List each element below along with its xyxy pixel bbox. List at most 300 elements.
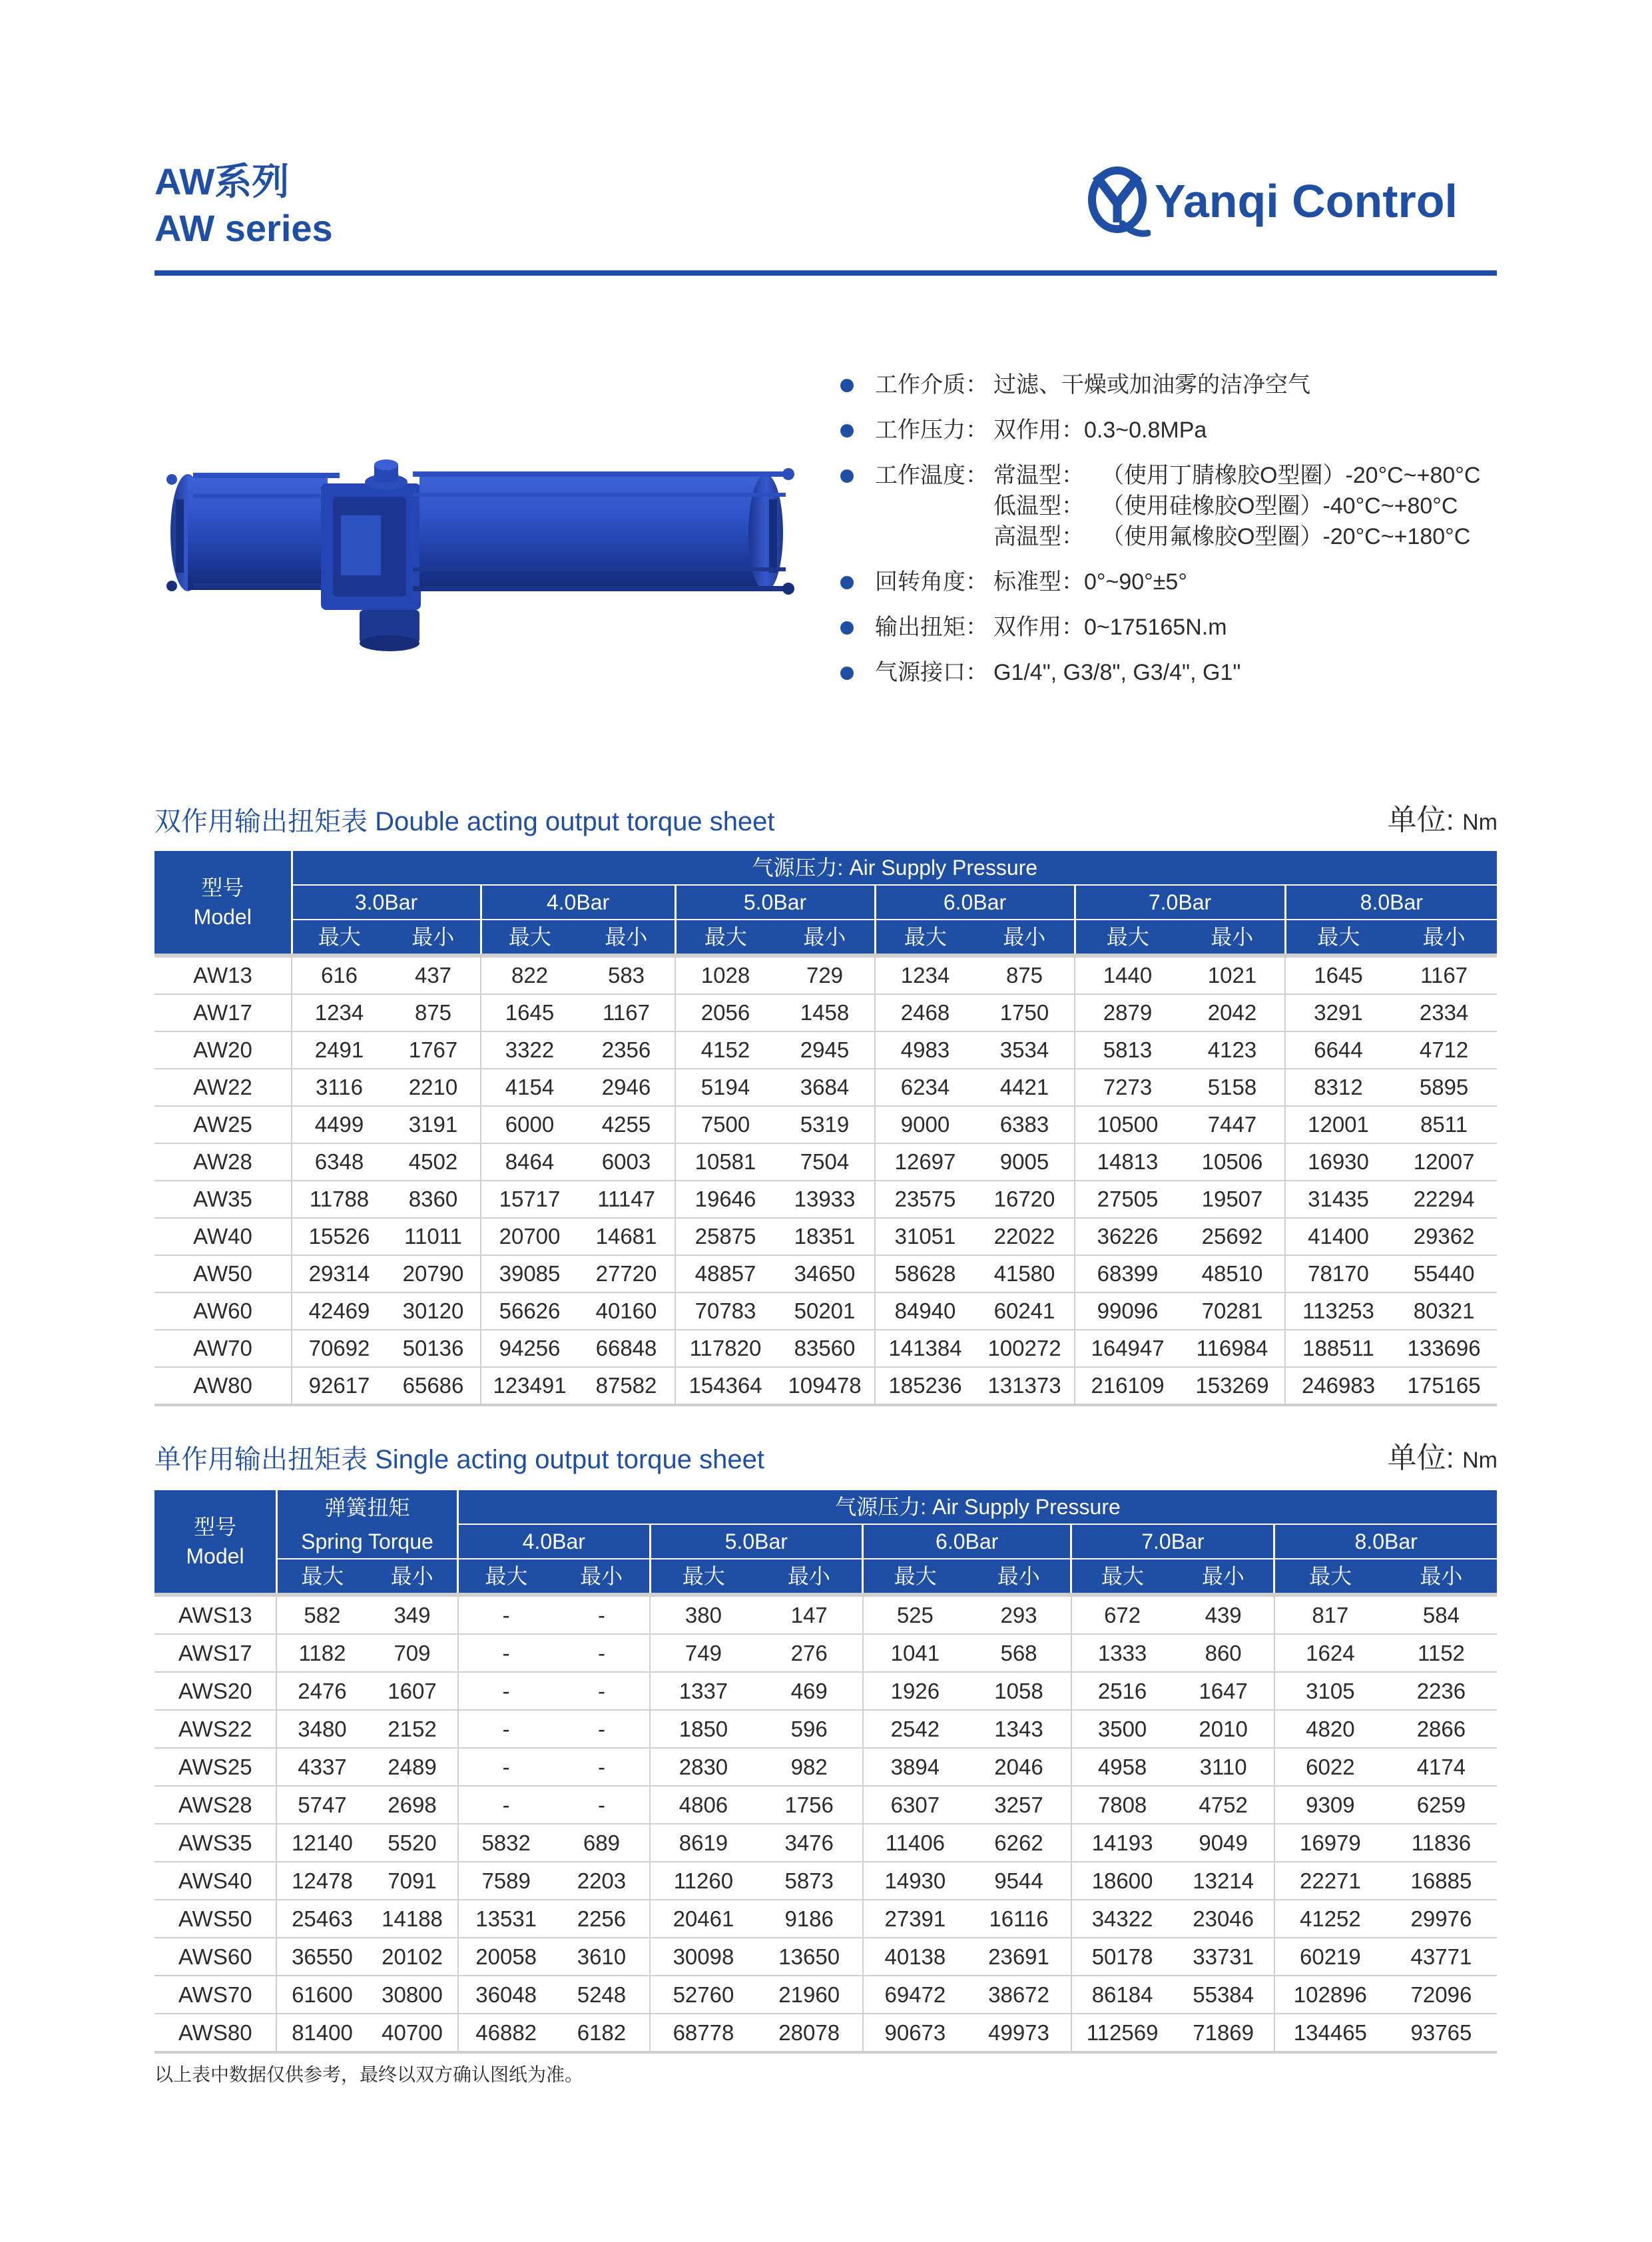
table-row: [154, 1748, 1497, 1786]
torque-cell: -: [554, 1710, 650, 1748]
bullet-icon: [840, 667, 854, 680]
torque-cell: 56626: [481, 1292, 578, 1330]
torque-cell: 2334: [1391, 994, 1497, 1031]
pressure-col-header: 5.0Bar: [650, 1524, 862, 1559]
spec-values: [993, 612, 1500, 643]
torque-cell: 18351: [775, 1218, 875, 1255]
model-cell: AWS25: [154, 1748, 276, 1786]
min-header: 最小: [1173, 1559, 1274, 1595]
torque-cell: 2056: [675, 994, 775, 1031]
torque-cell: 16720: [975, 1181, 1075, 1218]
torque-cell: 19507: [1180, 1181, 1285, 1218]
torque-cell: 2542: [863, 1710, 967, 1748]
torque-cell: 1028: [675, 956, 775, 994]
model-header-en: Model: [193, 905, 252, 929]
torque-cell: 29976: [1386, 1900, 1497, 1938]
torque-cell: 9000: [875, 1106, 975, 1143]
torque-cell: 380: [650, 1595, 756, 1634]
table-row: [154, 1900, 1497, 1938]
torque-cell: 9005: [975, 1143, 1075, 1181]
torque-cell: 349: [367, 1595, 457, 1634]
model-cell: AW50: [154, 1255, 292, 1292]
spec-value: （使用氟橡胶O型圈）-20°C~+180°C: [1101, 524, 1471, 549]
torque-cell: 39085: [481, 1255, 578, 1292]
torque-cell: 9049: [1173, 1824, 1274, 1862]
model-cell: AW40: [154, 1218, 292, 1255]
torque-cell: 34322: [1071, 1900, 1173, 1938]
model-cell: AW17: [154, 994, 292, 1031]
torque-cell: 4820: [1274, 1710, 1386, 1748]
spec-value: 过滤、干燥或加油雾的洁净空气: [993, 372, 1310, 398]
double-table-unit: [1388, 802, 1498, 841]
torque-cell: -: [458, 1786, 554, 1824]
torque-cell: -: [554, 1595, 650, 1634]
footnote: 以上表中数据仅供参考，最终以双方确认图纸为准。: [154, 2064, 584, 2085]
unit-value: Nm: [1462, 810, 1498, 835]
torque-cell: 1624: [1274, 1634, 1386, 1672]
torque-cell: 4958: [1071, 1748, 1173, 1786]
torque-cell: 817: [1274, 1595, 1386, 1634]
model-cell: AW13: [154, 956, 292, 994]
torque-cell: 6182: [554, 2014, 650, 2052]
page-title: [154, 158, 333, 252]
torque-cell: 13933: [775, 1181, 875, 1218]
double-table-title: 双作用输出扭矩表 Double acting output torque sheet: [154, 807, 775, 836]
bullet-icon: [840, 469, 854, 483]
torque-cell: 5158: [1180, 1069, 1285, 1106]
min-header: 最小: [578, 920, 675, 956]
table-row: [154, 1938, 1497, 1976]
torque-cell: 50136: [386, 1330, 481, 1367]
table-row: [154, 1976, 1497, 2014]
spec-sublabel: 低温型：: [993, 493, 1084, 519]
torque-cell: 689: [554, 1824, 650, 1862]
torque-cell: 15526: [292, 1218, 386, 1255]
torque-cell: 55384: [1173, 1976, 1274, 2014]
torque-cell: 3534: [975, 1031, 1075, 1069]
torque-cell: 12007: [1391, 1143, 1497, 1181]
torque-cell: 70783: [675, 1292, 775, 1330]
torque-cell: 6000: [481, 1106, 578, 1143]
torque-cell: 1333: [1071, 1634, 1173, 1672]
torque-cell: 6262: [967, 1824, 1071, 1862]
torque-cell: 188511: [1285, 1330, 1391, 1367]
torque-cell: 439: [1173, 1595, 1274, 1634]
torque-cell: 92617: [292, 1367, 386, 1405]
brand-name: Yanqi Control: [1155, 175, 1458, 227]
torque-cell: 2476: [276, 1672, 367, 1710]
torque-cell: 2866: [1386, 1710, 1497, 1748]
torque-cell: 1021: [1180, 956, 1285, 994]
spec-values: [993, 370, 1500, 400]
torque-cell: 27391: [863, 1900, 967, 1938]
torque-cell: 246983: [1285, 1367, 1391, 1405]
torque-cell: 15717: [481, 1181, 578, 1218]
table-row: [154, 1367, 1497, 1405]
spec-item: [840, 460, 1506, 552]
torque-cell: 1645: [1285, 956, 1391, 994]
torque-cell: 36550: [276, 1938, 367, 1976]
torque-cell: 48857: [675, 1255, 775, 1292]
torque-cell: 60219: [1274, 1938, 1386, 1976]
torque-cell: 14188: [367, 1900, 457, 1938]
torque-cell: 81400: [276, 2014, 367, 2052]
torque-cell: 48510: [1180, 1255, 1285, 1292]
pressure-header: 气源压力: Air Supply Pressure: [292, 851, 1497, 885]
torque-cell: 14930: [863, 1862, 967, 1900]
torque-cell: 709: [367, 1634, 457, 1672]
torque-cell: 3110: [1173, 1748, 1274, 1786]
torque-cell: 93765: [1386, 2014, 1497, 2052]
torque-cell: 4174: [1386, 1748, 1497, 1786]
min-header: 最小: [1391, 920, 1497, 956]
torque-cell: 4154: [481, 1069, 578, 1106]
min-header: 最小: [775, 920, 875, 956]
torque-cell: -: [458, 1748, 554, 1786]
model-cell: AWS22: [154, 1710, 276, 1748]
torque-cell: 12478: [276, 1862, 367, 1900]
torque-cell: 117820: [675, 1330, 775, 1367]
torque-cell: 164947: [1075, 1330, 1180, 1367]
torque-cell: 3684: [775, 1069, 875, 1106]
spec-values: [993, 657, 1500, 688]
torque-cell: 22022: [975, 1218, 1075, 1255]
torque-cell: -: [458, 1672, 554, 1710]
torque-cell: 40160: [578, 1292, 675, 1330]
model-header: [154, 1490, 276, 1595]
max-header: 最大: [458, 1559, 554, 1595]
pressure-col-header: 5.0Bar: [675, 885, 875, 920]
torque-cell: 1607: [367, 1672, 457, 1710]
torque-cell: 5520: [367, 1824, 457, 1862]
max-header: 最大: [292, 920, 386, 956]
torque-cell: 175165: [1391, 1367, 1497, 1405]
torque-cell: 9544: [967, 1862, 1071, 1900]
torque-cell: 83560: [775, 1330, 875, 1367]
torque-cell: 25875: [675, 1218, 775, 1255]
max-header: 最大: [675, 920, 775, 956]
torque-cell: 584: [1386, 1595, 1497, 1634]
max-header: 最大: [875, 920, 975, 956]
torque-cell: 582: [276, 1595, 367, 1634]
torque-cell: 123491: [481, 1367, 578, 1405]
brand-logo: [1084, 166, 1510, 246]
torque-cell: 90673: [863, 2014, 967, 2052]
min-header: 最小: [967, 1559, 1071, 1595]
torque-cell: 1182: [276, 1634, 367, 1672]
torque-cell: 18600: [1071, 1862, 1173, 1900]
double-acting-torque-table: [154, 851, 1497, 1406]
torque-cell: 2516: [1071, 1672, 1173, 1710]
single-table-unit: [1388, 1440, 1498, 1479]
torque-cell: 6644: [1285, 1031, 1391, 1069]
torque-cell: 8511: [1391, 1106, 1497, 1143]
spec-value: 双作用：0~175165N.m: [993, 615, 1227, 640]
torque-cell: 3610: [554, 1938, 650, 1976]
torque-cell: 41580: [975, 1255, 1075, 1292]
model-cell: AW22: [154, 1069, 292, 1106]
torque-cell: -: [554, 1672, 650, 1710]
torque-cell: 25463: [276, 1900, 367, 1938]
table-row: [154, 956, 1497, 994]
torque-cell: 66848: [578, 1330, 675, 1367]
min-header: 最小: [1386, 1559, 1497, 1595]
torque-cell: 1152: [1386, 1634, 1497, 1672]
torque-cell: 20790: [386, 1255, 481, 1292]
torque-cell: 3191: [386, 1106, 481, 1143]
spec-item: [840, 612, 1506, 643]
torque-cell: 141384: [875, 1330, 975, 1367]
torque-cell: 22294: [1391, 1181, 1497, 1218]
torque-cell: 31435: [1285, 1181, 1391, 1218]
torque-cell: 100272: [975, 1330, 1075, 1367]
torque-cell: -: [458, 1634, 554, 1672]
torque-cell: 2042: [1180, 994, 1285, 1031]
model-cell: AWS40: [154, 1862, 276, 1900]
torque-cell: 7447: [1180, 1106, 1285, 1143]
pressure-col-header: 7.0Bar: [1071, 1524, 1274, 1559]
torque-cell: 525: [863, 1595, 967, 1634]
pressure-col-header: 8.0Bar: [1274, 1524, 1497, 1559]
torque-cell: 3322: [481, 1031, 578, 1069]
table-row: [154, 1143, 1497, 1181]
torque-cell: 469: [756, 1672, 863, 1710]
torque-cell: 23046: [1173, 1900, 1274, 1938]
torque-cell: 13650: [756, 1938, 863, 1976]
torque-cell: 3105: [1274, 1672, 1386, 1710]
torque-cell: 34650: [775, 1255, 875, 1292]
torque-cell: 875: [975, 956, 1075, 994]
torque-cell: 276: [756, 1634, 863, 1672]
model-header-en: Model: [186, 1544, 244, 1568]
torque-cell: 113253: [1285, 1292, 1391, 1330]
model-header-cn: 型号: [201, 876, 244, 900]
model-cell: AWS20: [154, 1672, 276, 1710]
torque-cell: 46882: [458, 2014, 554, 2052]
min-header: 最小: [975, 920, 1075, 956]
torque-cell: 6307: [863, 1786, 967, 1824]
spec-sublabel: 高温型：: [993, 524, 1084, 549]
torque-cell: 16930: [1285, 1143, 1391, 1181]
table-row: [154, 1824, 1497, 1862]
torque-cell: 70692: [292, 1330, 386, 1367]
torque-cell: 2010: [1173, 1710, 1274, 1748]
torque-cell: 68399: [1075, 1255, 1180, 1292]
spec-line: [993, 370, 1500, 400]
spec-label: 回转角度：: [875, 569, 988, 595]
spring-header-cn: 弹簧扭矩: [276, 1490, 457, 1524]
torque-cell: 99096: [1075, 1292, 1180, 1330]
torque-cell: 7273: [1075, 1069, 1180, 1106]
torque-cell: 4502: [386, 1143, 481, 1181]
torque-cell: 3476: [756, 1824, 863, 1862]
torque-cell: 2879: [1075, 994, 1180, 1031]
torque-cell: 49973: [967, 2014, 1071, 2052]
spec-label: 工作温度：: [875, 463, 988, 488]
torque-cell: 42469: [292, 1292, 386, 1330]
torque-cell: 14813: [1075, 1143, 1180, 1181]
spec-line: [993, 491, 1500, 521]
spec-item: [840, 567, 1506, 597]
torque-cell: 216109: [1075, 1367, 1180, 1405]
torque-cell: 1756: [756, 1786, 863, 1824]
model-cell: AW20: [154, 1031, 292, 1069]
torque-cell: 1645: [481, 994, 578, 1031]
table-row: [154, 1292, 1497, 1330]
torque-cell: -: [458, 1710, 554, 1748]
torque-cell: 10500: [1075, 1106, 1180, 1143]
torque-cell: 14681: [578, 1218, 675, 1255]
model-cell: AW25: [154, 1106, 292, 1143]
torque-cell: 5248: [554, 1976, 650, 2014]
torque-cell: 36226: [1075, 1218, 1180, 1255]
torque-cell: 2152: [367, 1710, 457, 1748]
torque-cell: 982: [756, 1748, 863, 1786]
torque-cell: 20461: [650, 1900, 756, 1938]
torque-cell: 4712: [1391, 1031, 1497, 1069]
torque-cell: 4255: [578, 1106, 675, 1143]
pressure-col-header: 8.0Bar: [1285, 885, 1497, 920]
torque-cell: -: [554, 1748, 650, 1786]
torque-cell: 69472: [863, 1976, 967, 2014]
max-header: 最大: [1285, 920, 1391, 956]
torque-cell: 4499: [292, 1106, 386, 1143]
torque-cell: 1440: [1075, 956, 1180, 994]
torque-cell: 16116: [967, 1900, 1071, 1938]
torque-cell: 70281: [1180, 1292, 1285, 1330]
torque-cell: 1750: [975, 994, 1075, 1031]
torque-cell: 29362: [1391, 1218, 1497, 1255]
torque-cell: 1337: [650, 1672, 756, 1710]
torque-cell: 86184: [1071, 1976, 1173, 2014]
spec-line: [993, 612, 1500, 643]
yq-logo-icon: [1084, 166, 1151, 240]
torque-cell: 134465: [1274, 2014, 1386, 2052]
spec-value: 标准型：0°~90°±5°: [993, 569, 1187, 595]
torque-cell: 5895: [1391, 1069, 1497, 1106]
torque-cell: 14193: [1071, 1824, 1173, 1862]
min-header: 最小: [554, 1559, 650, 1595]
model-header: [154, 851, 292, 956]
torque-cell: 12001: [1285, 1106, 1391, 1143]
torque-cell: 27505: [1075, 1181, 1180, 1218]
torque-cell: 87582: [578, 1367, 675, 1405]
torque-cell: 7091: [367, 1862, 457, 1900]
bullet-icon: [840, 576, 854, 589]
torque-cell: 60241: [975, 1292, 1075, 1330]
torque-cell: 11788: [292, 1181, 386, 1218]
torque-cell: 4983: [875, 1031, 975, 1069]
torque-cell: 2468: [875, 994, 975, 1031]
model-cell: AWS80: [154, 2014, 276, 2052]
torque-cell: 28078: [756, 2014, 863, 2052]
torque-cell: 8360: [386, 1181, 481, 1218]
torque-cell: 860: [1173, 1634, 1274, 1672]
pneumatic-actuator-image: [166, 459, 806, 659]
torque-cell: 11836: [1386, 1824, 1497, 1862]
torque-cell: 30800: [367, 1976, 457, 2014]
table-row: [154, 1255, 1497, 1292]
torque-cell: 65686: [386, 1367, 481, 1405]
torque-cell: 78170: [1285, 1255, 1391, 1292]
spec-label: 工作介质：: [875, 372, 988, 398]
torque-cell: 11260: [650, 1862, 756, 1900]
bullet-icon: [840, 379, 854, 392]
torque-cell: 11011: [386, 1218, 481, 1255]
torque-cell: 55440: [1391, 1255, 1497, 1292]
torque-cell: 2046: [967, 1748, 1071, 1786]
table-row: [154, 1106, 1497, 1143]
torque-cell: 2945: [775, 1031, 875, 1069]
torque-cell: 5747: [276, 1786, 367, 1824]
spec-item: [840, 657, 1506, 688]
pressure-col-header: 4.0Bar: [458, 1524, 651, 1559]
torque-cell: 1343: [967, 1710, 1071, 1748]
torque-cell: 23691: [967, 1938, 1071, 1976]
torque-cell: 68778: [650, 2014, 756, 2052]
torque-cell: 10506: [1180, 1143, 1285, 1181]
bullet-icon: [840, 621, 854, 635]
torque-cell: -: [554, 1786, 650, 1824]
model-cell: AWS17: [154, 1634, 276, 1672]
spec-list: [840, 370, 1506, 702]
torque-cell: 4421: [975, 1069, 1075, 1106]
torque-cell: 21960: [756, 1976, 863, 2014]
torque-cell: 16979: [1274, 1824, 1386, 1862]
torque-cell: 52760: [650, 1976, 756, 2014]
torque-cell: 6234: [875, 1069, 975, 1106]
torque-cell: 2489: [367, 1748, 457, 1786]
torque-cell: 40700: [367, 2014, 457, 2052]
torque-cell: 2698: [367, 1786, 457, 1824]
torque-cell: 109478: [775, 1367, 875, 1405]
torque-cell: 1458: [775, 994, 875, 1031]
torque-cell: 29314: [292, 1255, 386, 1292]
model-cell: AWS28: [154, 1786, 276, 1824]
torque-cell: 20058: [458, 1938, 554, 1976]
torque-cell: 2830: [650, 1748, 756, 1786]
torque-cell: 568: [967, 1634, 1071, 1672]
torque-cell: 1234: [875, 956, 975, 994]
model-cell: AW80: [154, 1367, 292, 1405]
table-row: [154, 1031, 1497, 1069]
torque-cell: 4337: [276, 1748, 367, 1786]
model-cell: AW35: [154, 1181, 292, 1218]
torque-cell: 1058: [967, 1672, 1071, 1710]
torque-cell: 6348: [292, 1143, 386, 1181]
table-row: [154, 1069, 1497, 1106]
spec-label: 输出扭矩：: [875, 615, 988, 640]
torque-cell: 185236: [875, 1367, 975, 1405]
torque-cell: 27720: [578, 1255, 675, 1292]
torque-cell: 6383: [975, 1106, 1075, 1143]
torque-cell: 7504: [775, 1143, 875, 1181]
torque-cell: 71869: [1173, 2014, 1274, 2052]
single-acting-torque-table: [154, 1490, 1497, 2054]
torque-cell: 4806: [650, 1786, 756, 1824]
model-cell: AW28: [154, 1143, 292, 1181]
spec-value: 双作用：0.3~0.8MPa: [993, 418, 1207, 443]
torque-cell: 1234: [292, 994, 386, 1031]
table-row: [154, 1672, 1497, 1710]
torque-cell: 2203: [554, 1862, 650, 1900]
torque-cell: 8312: [1285, 1069, 1391, 1106]
torque-cell: 3291: [1285, 994, 1391, 1031]
torque-cell: 102896: [1274, 1976, 1386, 2014]
model-header-cn: 型号: [193, 1515, 236, 1539]
unit-label: 单位:: [1387, 1442, 1454, 1474]
torque-cell: 7589: [458, 1862, 554, 1900]
